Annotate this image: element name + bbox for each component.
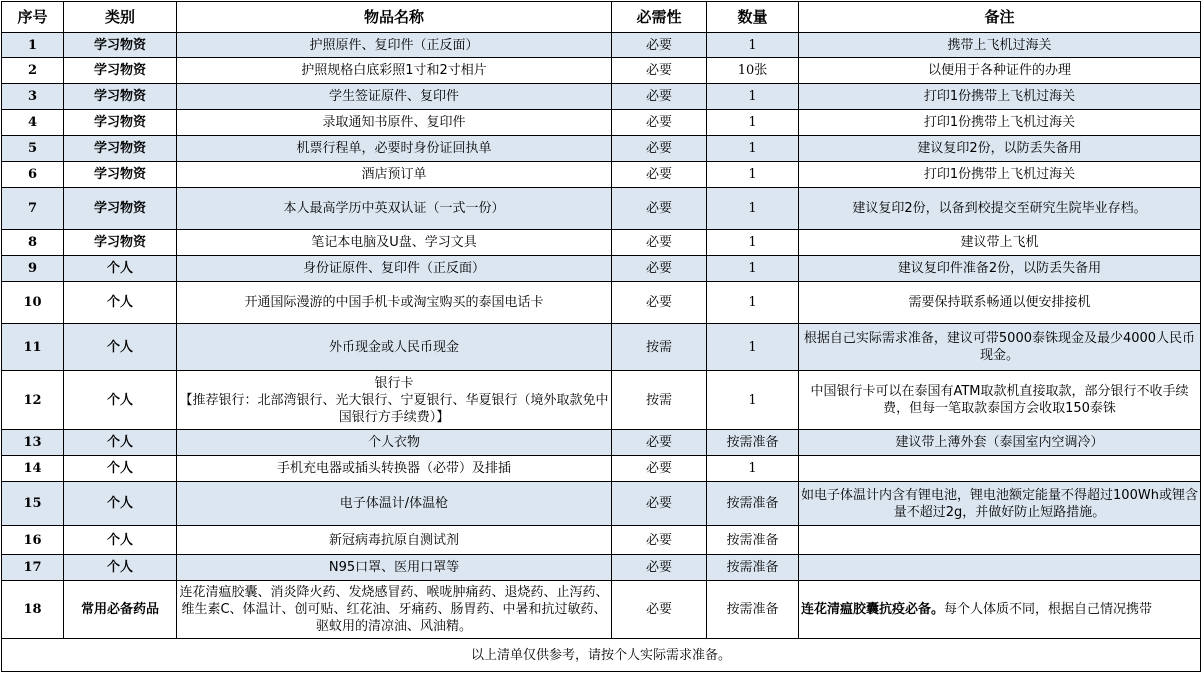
table-row xyxy=(2,33,1201,58)
bank-card-label: 银行卡 xyxy=(374,375,414,391)
table-row xyxy=(2,110,1201,136)
row-category: 常用必备药品 xyxy=(64,581,177,639)
table-row xyxy=(2,282,1201,324)
row-necessity: 必要 xyxy=(612,33,707,58)
row-num: 17 xyxy=(2,555,64,581)
row-num: 6 xyxy=(2,162,64,188)
row-quantity: 1 xyxy=(707,456,799,482)
row-necessity: 必要 xyxy=(612,58,707,84)
row-quantity: 1 xyxy=(707,324,799,371)
table-row xyxy=(2,482,1201,526)
row-note: 建议带上飞机 xyxy=(799,230,1201,256)
header-quantity: 数量 xyxy=(707,2,799,33)
row-note: 以便用于各种证件的办理 xyxy=(799,58,1201,84)
row-note: 如电子体温计内含有锂电池，锂电池额定能量不得超过100Wh或锂含量不超过2g，并做好防止短路措施。 xyxy=(799,482,1201,526)
row-note: 建议复印2份，以防丢失备用 xyxy=(799,136,1201,162)
row-category: 学习物资 xyxy=(64,84,177,110)
row-quantity: 1 xyxy=(707,256,799,282)
row-note xyxy=(799,555,1201,581)
row-category: 个人 xyxy=(64,555,177,581)
table-row xyxy=(2,555,1201,581)
row-item-name: 外币现金或人民币现金 xyxy=(177,324,612,371)
row-num: 10 xyxy=(2,282,64,324)
row-quantity: 1 xyxy=(707,230,799,256)
row-note: 需要保持联系畅通以便安排接机 xyxy=(799,282,1201,324)
table-row xyxy=(2,324,1201,371)
row-num: 8 xyxy=(2,230,64,256)
row-category: 个人 xyxy=(64,526,177,555)
checklist-table xyxy=(1,1,1201,672)
row-category: 学习物资 xyxy=(64,162,177,188)
row-num: 16 xyxy=(2,526,64,555)
header-item-name: 物品名称 xyxy=(177,2,612,33)
row-necessity: 必要 xyxy=(612,136,707,162)
row-quantity: 1 xyxy=(707,110,799,136)
row-num: 13 xyxy=(2,430,64,456)
table-row xyxy=(2,162,1201,188)
row-num: 3 xyxy=(2,84,64,110)
row-category: 学习物资 xyxy=(64,136,177,162)
row-category: 学习物资 xyxy=(64,230,177,256)
note-highlight: 连花清瘟胶囊抗疫必备。 xyxy=(801,602,945,617)
row-num: 5 xyxy=(2,136,64,162)
row-item-name: 新冠病毒抗原自测试剂 xyxy=(177,526,612,555)
row-quantity: 1 xyxy=(707,84,799,110)
row-note: 打印1份携带上飞机过海关 xyxy=(799,110,1201,136)
row-necessity: 必要 xyxy=(612,188,707,230)
table-row xyxy=(2,581,1201,639)
row-num: 9 xyxy=(2,256,64,282)
row-category: 个人 xyxy=(64,324,177,371)
row-quantity: 按需准备 xyxy=(707,482,799,526)
row-necessity: 必要 xyxy=(612,230,707,256)
row-quantity: 按需准备 xyxy=(707,430,799,456)
row-quantity: 1 xyxy=(707,371,799,430)
row-category: 个人 xyxy=(64,256,177,282)
row-num: 14 xyxy=(2,456,64,482)
row-note: 根据自己实际需求准备，建议可带5000泰铢现金及最少4000人民币现金。 xyxy=(799,324,1201,371)
row-num: 11 xyxy=(2,324,64,371)
row-item-name: 本人最高学历中英双认证（一式一份） xyxy=(177,188,612,230)
row-category: 个人 xyxy=(64,371,177,430)
row-category: 学习物资 xyxy=(64,110,177,136)
row-num: 18 xyxy=(2,581,64,639)
header-note: 备注 xyxy=(799,2,1201,33)
row-item-name: 笔记本电脑及U盘、学习文具 xyxy=(177,230,612,256)
row-num: 4 xyxy=(2,110,64,136)
row-necessity: 必要 xyxy=(612,256,707,282)
table-row xyxy=(2,256,1201,282)
row-note: 建议带上薄外套（泰国室内空调冷） xyxy=(799,430,1201,456)
row-item-name: 电子体温计/体温枪 xyxy=(177,482,612,526)
row-category: 个人 xyxy=(64,282,177,324)
row-necessity: 必要 xyxy=(612,282,707,324)
row-item-name: 连花清瘟胶囊、消炎降火药、发烧感冒药、喉咙肿痛药、退烧药、止泻药、维生素C、体温计、创可贴、红花油、牙痛药、肠胃药、中暑和抗过敏药、驱蚊用的清凉油、风油精。 xyxy=(177,581,612,639)
table-row xyxy=(2,371,1201,430)
row-necessity: 必要 xyxy=(612,526,707,555)
row-item-name: 护照原件、复印件（正反面） xyxy=(177,33,612,58)
row-quantity: 10张 xyxy=(707,58,799,84)
header-category: 类别 xyxy=(64,2,177,33)
row-necessity: 必要 xyxy=(612,430,707,456)
table-row xyxy=(2,58,1201,84)
table-row xyxy=(2,430,1201,456)
table-row xyxy=(2,188,1201,230)
row-quantity: 按需准备 xyxy=(707,581,799,639)
row-note: 打印1份携带上飞机过海关 xyxy=(799,162,1201,188)
header-row xyxy=(2,2,1201,33)
row-num: 1 xyxy=(2,33,64,58)
row-num: 7 xyxy=(2,188,64,230)
row-quantity: 1 xyxy=(707,162,799,188)
row-necessity: 按需 xyxy=(612,371,707,430)
table-row xyxy=(2,230,1201,256)
row-necessity: 必要 xyxy=(612,110,707,136)
row-item-name xyxy=(177,371,612,430)
header-necessity: 必需性 xyxy=(612,2,707,33)
recommended-banks: 【推荐银行：北部湾银行、光大银行、宁夏银行、华夏银行（境外取款免中国银行方手续费）】 xyxy=(179,392,609,425)
row-num: 15 xyxy=(2,482,64,526)
table-row xyxy=(2,136,1201,162)
row-quantity: 1 xyxy=(707,136,799,162)
row-item-name: 学生签证原件、复印件 xyxy=(177,84,612,110)
row-note: 携带上飞机过海关 xyxy=(799,33,1201,58)
row-note xyxy=(799,526,1201,555)
row-item-name: 机票行程单，必要时身份证回执单 xyxy=(177,136,612,162)
row-category: 个人 xyxy=(64,456,177,482)
row-category: 个人 xyxy=(64,430,177,456)
table-row xyxy=(2,84,1201,110)
header-num: 序号 xyxy=(2,2,64,33)
footer-row xyxy=(2,639,1201,672)
note-text: 每个人体质不同，根据自己情况携带 xyxy=(944,602,1153,617)
row-item-name: 个人衣物 xyxy=(177,430,612,456)
row-necessity: 必要 xyxy=(612,162,707,188)
row-note xyxy=(799,581,1201,639)
row-necessity: 必要 xyxy=(612,482,707,526)
footer-disclaimer: 以上清单仅供参考，请按个人实际需求准备。 xyxy=(2,639,1201,672)
row-note: 建议复印2份，以备到校提交至研究生院毕业存档。 xyxy=(799,188,1201,230)
row-note: 中国银行卡可以在泰国有ATM取款机直接取款，部分银行不收手续费，但每一笔取款泰国方会收取150泰铢 xyxy=(799,371,1201,430)
row-necessity: 必要 xyxy=(612,555,707,581)
row-category: 学习物资 xyxy=(64,188,177,230)
row-category: 学习物资 xyxy=(64,33,177,58)
row-item-name: N95口罩、医用口罩等 xyxy=(177,555,612,581)
row-num: 12 xyxy=(2,371,64,430)
row-item-name: 护照规格白底彩照1寸和2寸相片 xyxy=(177,58,612,84)
row-category: 学习物资 xyxy=(64,58,177,84)
row-note: 打印1份携带上飞机过海关 xyxy=(799,84,1201,110)
row-necessity: 按需 xyxy=(612,324,707,371)
row-item-name: 开通国际漫游的中国手机卡或淘宝购买的泰国电话卡 xyxy=(177,282,612,324)
row-necessity: 必要 xyxy=(612,581,707,639)
row-note: 建议复印件准备2份，以防丢失备用 xyxy=(799,256,1201,282)
row-quantity: 1 xyxy=(707,33,799,58)
row-necessity: 必要 xyxy=(612,84,707,110)
row-quantity: 按需准备 xyxy=(707,526,799,555)
row-quantity: 按需准备 xyxy=(707,555,799,581)
row-item-name: 手机充电器或插头转换器（必带）及排插 xyxy=(177,456,612,482)
row-category: 个人 xyxy=(64,482,177,526)
row-item-name: 录取通知书原件、复印件 xyxy=(177,110,612,136)
row-quantity: 1 xyxy=(707,282,799,324)
row-num: 2 xyxy=(2,58,64,84)
row-item-name: 酒店预订单 xyxy=(177,162,612,188)
row-necessity: 必要 xyxy=(612,456,707,482)
row-note xyxy=(799,456,1201,482)
row-item-name: 身份证原件、复印件（正反面） xyxy=(177,256,612,282)
table-row xyxy=(2,456,1201,482)
row-quantity: 1 xyxy=(707,188,799,230)
table-row xyxy=(2,526,1201,555)
